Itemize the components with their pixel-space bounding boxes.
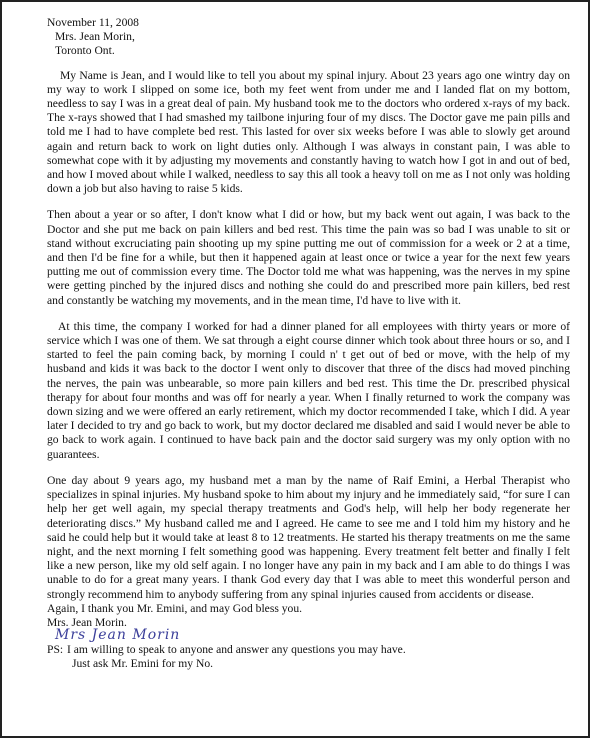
signature-row <box>47 627 570 644</box>
handwritten-signature: Mrs Jean Morin <box>55 627 181 644</box>
paragraph-injury: My Name is Jean, and I would like to tell you about my spinal injury. About 23 years ago one wintry day on my way to work I slipped on some ice, both my feet went from under me and I landed flat on my bottom, needless to say I was in a great deal of pain. My husband took me to the doctors who ordered x-rays of my back. The x-rays showed that I had smashed my tailbone injuring four of my discs. The Doctor gave me pain pills and told me I had to have complete bed rest. This lasted for over six weeks before I was able to slowly get around again and return back to work on light duties only. Although I was always in constant pain, I was able to somewhat cope with it by adjusting my movements and constantly having to watch how I got in and out of bed, and how I moved about while I walked, needless to say this all took a heavy toll on me as I not only was holding down a job but also having to raise 5 kids. <box>47 68 570 196</box>
postscript <box>47 643 570 657</box>
letter-date: November 11, 2008 <box>47 16 139 29</box>
ps-line-1: I am willing to speak to anyone and answer any questions you may have. <box>67 643 406 657</box>
paragraph-treatment: One day about 9 years ago, my husband met a man by the name of Raif Emini, a Herbal Therapist who specializes in spinal injuries. My husband spoke to him about my injury and he immediately said, “for sure I can help her get well again, my special therapy treatments and God's help, will help her body regenerate her deteriorating discs.” My husband called me and I agreed. He came to see me and I told him my history and he said he could help but it would take at least 8 to 12 treatments. He started his therapy treatments on me the same night, and the next morning I felt something good was happening. Every treatment felt better and finally I felt like a new person, like my old self again. I no longer have any pain in my back and I am able to do things I was unable to do for a great many years. I thank God every day that I was able to meet this wonderful person and strongly recommend him to anybody suffering from any spinal injuries caused from accidents or disease. <box>47 473 570 601</box>
recipient-city: Toronto Ont. <box>55 44 115 58</box>
ps-label: PS: <box>47 643 64 657</box>
letter-body <box>47 16 570 671</box>
recipient-name: Mrs. Jean Morin, <box>55 30 135 44</box>
closing-line: Again, I thank you Mr. Emini, and may God bless you. <box>47 601 303 615</box>
paragraph-relapse: Then about a year or so after, I don't know what I did or how, but my back went out again, I was back to the Doctor and she put me back on pain killers and bed rest. This time the pain was so bad I was unable to sit or stand without excruciating pain shooting up my spine putting me out of commission for a week or 2 at a time, and then I'd be fine for a while, but then it happened again at least once or twice a year for the next few years putting me out of commission every time. The Doctor told me what was happening, was the nerves in my spine were getting pinched by the injured discs and nothing she could do and prescribed more pain killers, bed rest and constantly be watching my movements, and in the mean time, I'd have to live with it. <box>47 208 570 307</box>
closing-name: Mrs. Jean Morin. <box>47 615 127 629</box>
ps-line-2: Just ask Mr. Emini for my No. <box>72 657 214 671</box>
paragraph-retirement: At this time, the company I worked for had a dinner planed for all employees with thirty years or more of service which I was one of them. We sat through a eight course dinner which took about three hours or so, and I started to feel the pain coming back, by morning I could n' t get out of bed or move, with the help of my husband and kids it was back to the doctor I went only to discover that three of the discs had moved pinching the nerves, the pain was unbearable, so more pain killers and bed rest. This time the Dr. prescribed physical therapy for about four months and was off for nearly a year. When I finally returned to work the company was down sizing and we were offered an early retirement, which my doctor recommended I take, which I did. A year later I decided to try and go back to work, but my doctor declared me disabled and said I would never be able to go back to work again. I continued to have back pain and the doctor said surgery was my only option with no guarantees. <box>47 319 570 461</box>
